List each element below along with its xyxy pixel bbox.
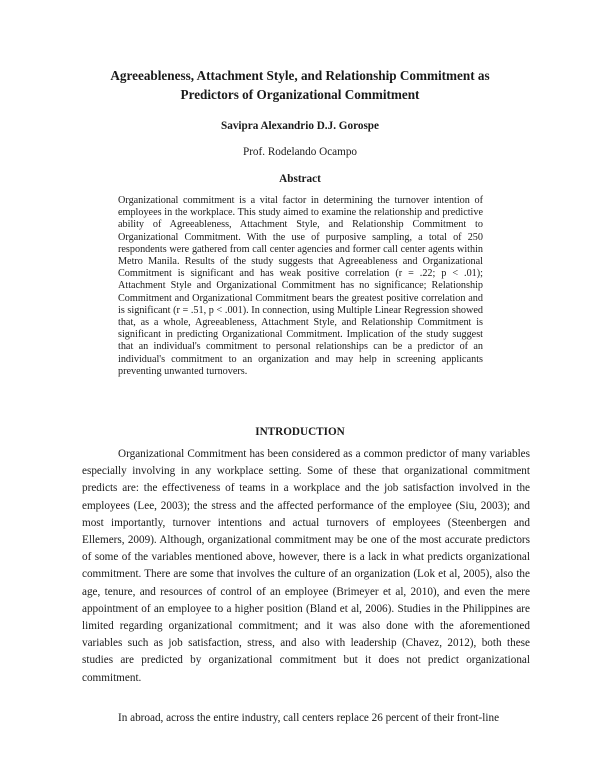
abstract-text: Organizational commitment is a vital factor in determining the turnover intention of employees in the workplace. This study aimed to examine the relationship and predictive ability of Agreeableness, Attachment Style, and Relationship Commitment to Organizational Commitment. With the use of purposive sampling, a total of 250 respondents were gathered from call center agencies and former call center agents within Metro Manila. Results of the study suggests that Agreeableness and Organizational Commitment is significant and has weak positive correlation (r = .22; p < .01); Attachment Style and Organizational Commitment has no significance; Relationship Commitment and Organizational Commitment bears the greatest positive correlation and is significant (r = .51, p < .001). In connection, using Multiple Linear Regression showed that, as a whole, Agreeableness, Attachment Style, and Relationship Commitment is significant in predicting Organizational Commitment. Implication of the study suggest that an individual's commitment to personal relationships can be a predictor of an individual's commitment to an organization and may help in screening applicants preventing unwanted turnovers. [118, 195, 483, 377]
introduction-paragraph-1: Organizational Commitment has been considered as a common predictor of many variables especially involving in any workplace setting. Some of these that organizational commitment predicts are: the effectiveness of teams in a workplace and the job satisfaction involved in the employees (Lee, 2003); the stress and the affected performance of the employee (Siu, 2003); and most importantly, turnover intentions and actual turnovers of employees (Steenbergen and Ellemers, 2009). Although, organizational commitment may be one of the most accurate predictors of some of the variables mentioned above, however, there is a lack in what predicts organizational commitment. There are some that involves the culture of an organization (Lok et al, 2005), also the age, tenure, and resources of control of an employee (Brimeyer et al, 2010), and even the mere appointment of an employee to a higher position (Bland et al, 2006). Studies in the Philippines are limited regarding organizational commitment; and it was also done with the aforementioned variables such as job satisfaction, stress, and also with leadership (Chavez, 2012), both these studies are predicted by organizational commitment but it does not predict organizational commitment. [82, 448, 530, 684]
introduction-paragraph-2: In abroad, across the entire industry, call centers replace 26 percent of their front-line [118, 712, 500, 724]
advisor-name: Prof. Rodelando Ocampo [242, 146, 358, 158]
paper-title: Agreeableness, Attachment Style, and Relationship Commitment as Predictors of Organizational Commitment [110, 68, 490, 102]
introduction-heading: INTRODUCTION [255, 426, 345, 438]
abstract-heading: Abstract [279, 173, 321, 185]
author-name: Savipra Alexandrio D.J. Gorospe [221, 120, 379, 132]
